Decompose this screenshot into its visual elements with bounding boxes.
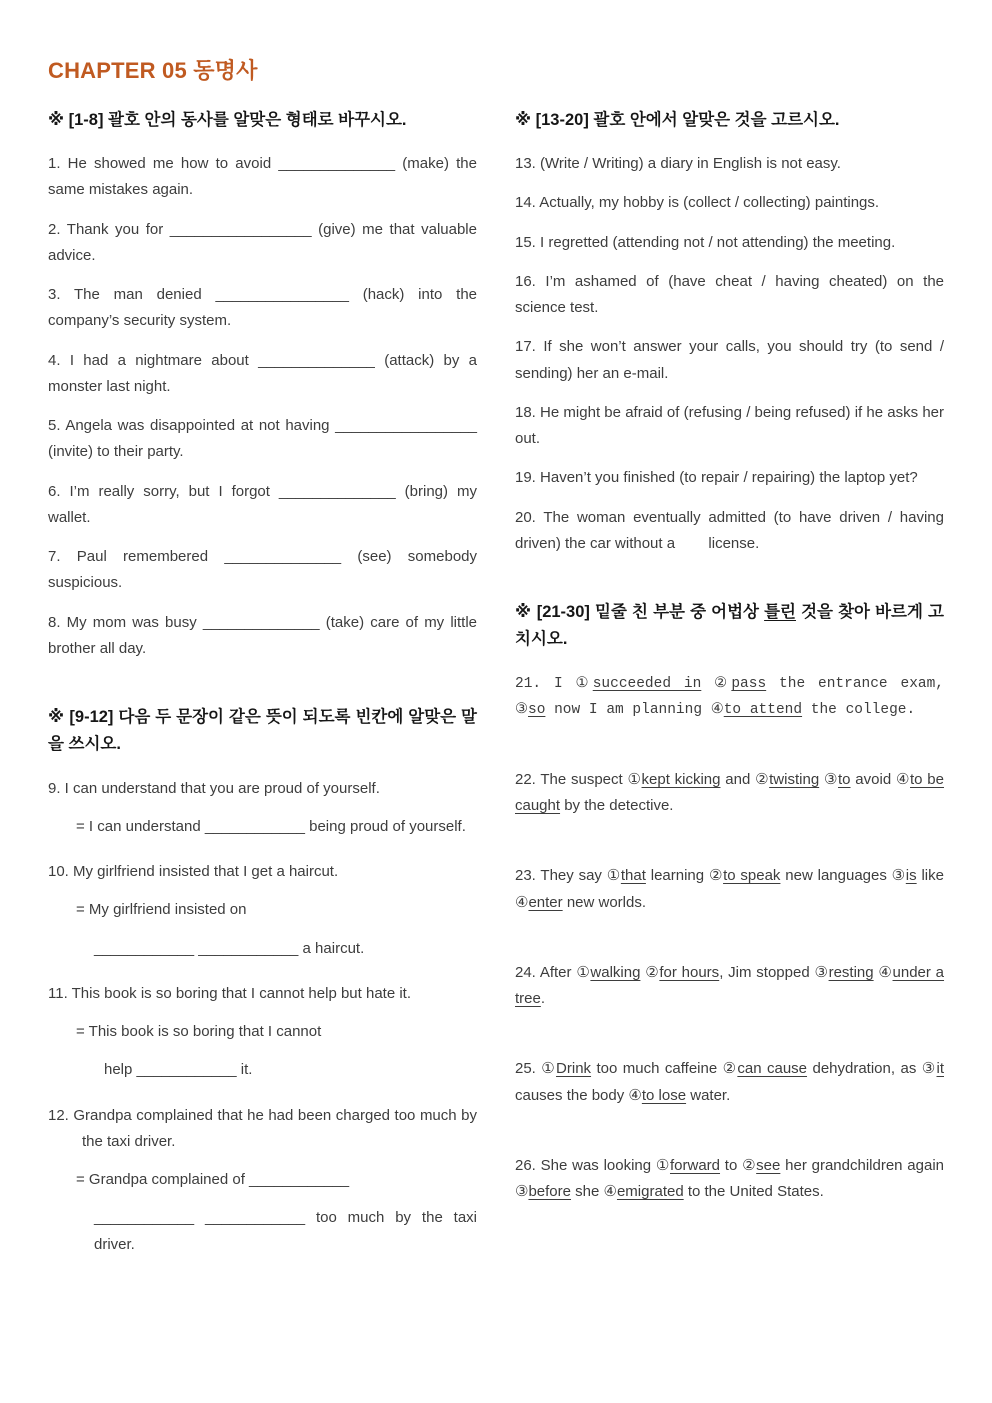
text-segment: new languages ③	[780, 867, 906, 885]
question-9-rewrite: = I can understand ____________ being proud of yourself.	[76, 817, 466, 835]
question-10-rewrite-line-1: = My girlfriend insisted on	[76, 901, 247, 919]
question-21	[515, 671, 944, 723]
underlined-text: forward	[669, 1156, 721, 1174]
text-segment: 25. ①	[515, 1060, 557, 1078]
question-11-sentence: 11. This book is so boring that I cannot help but hate it.	[48, 984, 412, 1002]
underlined-text: kept kicking	[641, 770, 721, 788]
question-2: 2. Thank you for _________________ (give) me that valuable advice.	[48, 220, 477, 264]
underlined-text: can cause	[737, 1060, 808, 1078]
underlined-text: resting	[828, 963, 874, 981]
text-segment: learning ②	[645, 867, 724, 885]
text-segment: ②	[701, 675, 732, 692]
section-21-30-header	[515, 599, 944, 653]
left-column	[48, 107, 477, 1277]
underlined-text: enter	[528, 893, 563, 911]
question-9	[48, 776, 477, 841]
text-segment: too much caffeine ②	[591, 1060, 738, 1078]
section-9-12-header: ※ [9-12] 다음 두 문장이 같은 뜻이 되도록 빈칸에 알맞은 말을 쓰시오.	[48, 708, 477, 754]
text-segment: she ④	[571, 1183, 617, 1201]
underlined-text: under a tree	[515, 963, 945, 1008]
section-13-20-header: ※ [13-20] 괄호 안에서 알맞은 것을 고르시오.	[515, 111, 840, 129]
underlined-text: see	[756, 1156, 781, 1174]
text-segment: 21. I ①	[515, 675, 593, 692]
question-7: 7. Paul remembered ______________ (see) somebody suspicious.	[48, 548, 477, 592]
question-23	[515, 863, 944, 916]
text-segment: 26. She was looking ①	[515, 1156, 670, 1174]
underlined-text: twisting	[769, 770, 820, 788]
question-1: 1. He showed me how to avoid ______________ (make) the same mistakes again.	[48, 155, 477, 199]
question-13: 13. (Write / Writing) a diary in English is not easy.	[515, 155, 841, 173]
text-segment: 24. After ①	[515, 963, 591, 981]
question-24	[515, 960, 944, 1013]
question-12	[48, 1103, 477, 1258]
question-20: 20. The woman eventually admitted (to have driven / having driven) the car without a license.	[515, 508, 944, 552]
text-segment: 22. The suspect ①	[515, 770, 642, 788]
question-4: 4. I had a nightmare about ______________ (attack) by a monster last night.	[48, 351, 477, 395]
underlined-text: walking	[590, 963, 641, 981]
text-segment: now I am planning ④	[545, 701, 724, 718]
question-12-rewrite-line-1: = Grandpa complained of ____________	[76, 1171, 350, 1189]
question-18: 18. He might be afraid of (refusing / being refused) if he asks her out.	[515, 403, 944, 448]
text-segment: and ②	[720, 770, 770, 788]
question-12-sentence: 12. Grandpa complained that he had been charged too much by the taxi driver.	[48, 1106, 477, 1150]
underlined-text: it	[936, 1060, 944, 1078]
question-5: 5. Angela was disappointed at not having _________________ (invite) to their party.	[48, 417, 477, 461]
question-11-rewrite-line-2: help ____________ it.	[104, 1061, 253, 1079]
question-25	[515, 1056, 944, 1109]
text-segment: ④	[873, 963, 893, 981]
text-segment: the entrance exam, ③	[515, 675, 945, 718]
underlined-text: to	[838, 770, 851, 788]
text-segment: to ②	[720, 1156, 757, 1174]
text-segment: ※ [21-30] 밑줄 친 부분 중 어법상	[515, 603, 765, 622]
underlined-text: pass	[731, 675, 767, 692]
question-10-rewrite-line-2: ____________ ____________ a haircut.	[94, 939, 365, 957]
question-3: 3. The man denied ________________ (hack) into the company’s security system.	[48, 286, 477, 330]
question-15: 15. I regretted (attending not / not attending) the meeting.	[515, 233, 896, 251]
question-10-sentence: 10. My girlfriend insisted that I get a haircut.	[48, 863, 339, 881]
question-11-rewrite-line-1: = This book is so boring that I cannot	[76, 1023, 322, 1041]
question-16: 16. I’m ashamed of (have cheat / having cheated) on the science test.	[515, 272, 944, 317]
section-1-8-header: ※ [1-8] 괄호 안의 동사를 알맞은 형태로 바꾸시오.	[48, 111, 407, 129]
text-segment: water.	[686, 1086, 731, 1104]
question-17: 17. If she won’t answer your calls, you should try (to send / sending) her an e-mail.	[515, 338, 944, 382]
text-segment: , Jim stopped ③	[719, 963, 829, 981]
text-segment: .	[540, 990, 546, 1008]
text-segment: ③	[819, 770, 839, 788]
question-6: 6. I’m really sorry, but I forgot ______________ (bring) my wallet.	[48, 482, 477, 526]
question-8: 8. My mom was busy ______________ (take) care of my little brother all day.	[48, 613, 477, 657]
question-26	[515, 1153, 944, 1206]
text-segment: the college.	[802, 701, 916, 718]
text-segment: 것을 찾아 바르게 고치시오.	[515, 603, 944, 649]
underlined-text: for hours	[659, 963, 720, 981]
text-segment: avoid ④	[850, 770, 911, 788]
text-segment: like ④	[515, 867, 944, 911]
text-segment: by the detective.	[560, 797, 674, 815]
question-11	[48, 981, 477, 1084]
text-segment: dehydration, as ③	[807, 1060, 937, 1078]
text-segment: new worlds.	[562, 893, 647, 911]
question-10	[48, 859, 477, 962]
underlined-text: that	[620, 867, 646, 885]
underlined-text: so	[528, 701, 546, 718]
right-column	[515, 107, 944, 1218]
two-column-layout	[48, 107, 944, 1277]
page-title: CHAPTER 05 동명사	[48, 58, 258, 83]
question-19: 19. Haven’t you finished (to repair / repairing) the laptop yet?	[515, 469, 918, 487]
underlined-text: to be caught	[515, 770, 944, 815]
underlined-text: succeeded in	[592, 675, 702, 692]
text-segment: 23. They say ①	[515, 867, 621, 885]
underlined-text: to attend	[723, 701, 803, 718]
text-segment: her grandchildren again ③	[515, 1156, 944, 1201]
text-segment: causes the body ④	[515, 1086, 642, 1104]
question-22	[515, 767, 944, 820]
underlined-text: to speak	[723, 867, 781, 885]
underlined-text: 틀린	[764, 603, 796, 622]
underlined-text: is	[905, 867, 917, 885]
text-segment: ②	[640, 963, 660, 981]
text-segment: to the United States.	[683, 1183, 824, 1201]
underlined-text: Drink	[556, 1060, 592, 1078]
underlined-text: emigrated	[616, 1183, 684, 1201]
question-12-rewrite-line-2: ____________ ____________ too much by the taxi driver.	[94, 1209, 477, 1253]
question-9-sentence: 9. I can understand that you are proud of yourself.	[48, 779, 380, 797]
underlined-text: to lose	[641, 1086, 687, 1104]
question-14: 14. Actually, my hobby is (collect / collecting) paintings.	[515, 194, 880, 212]
underlined-text: before	[528, 1183, 571, 1201]
